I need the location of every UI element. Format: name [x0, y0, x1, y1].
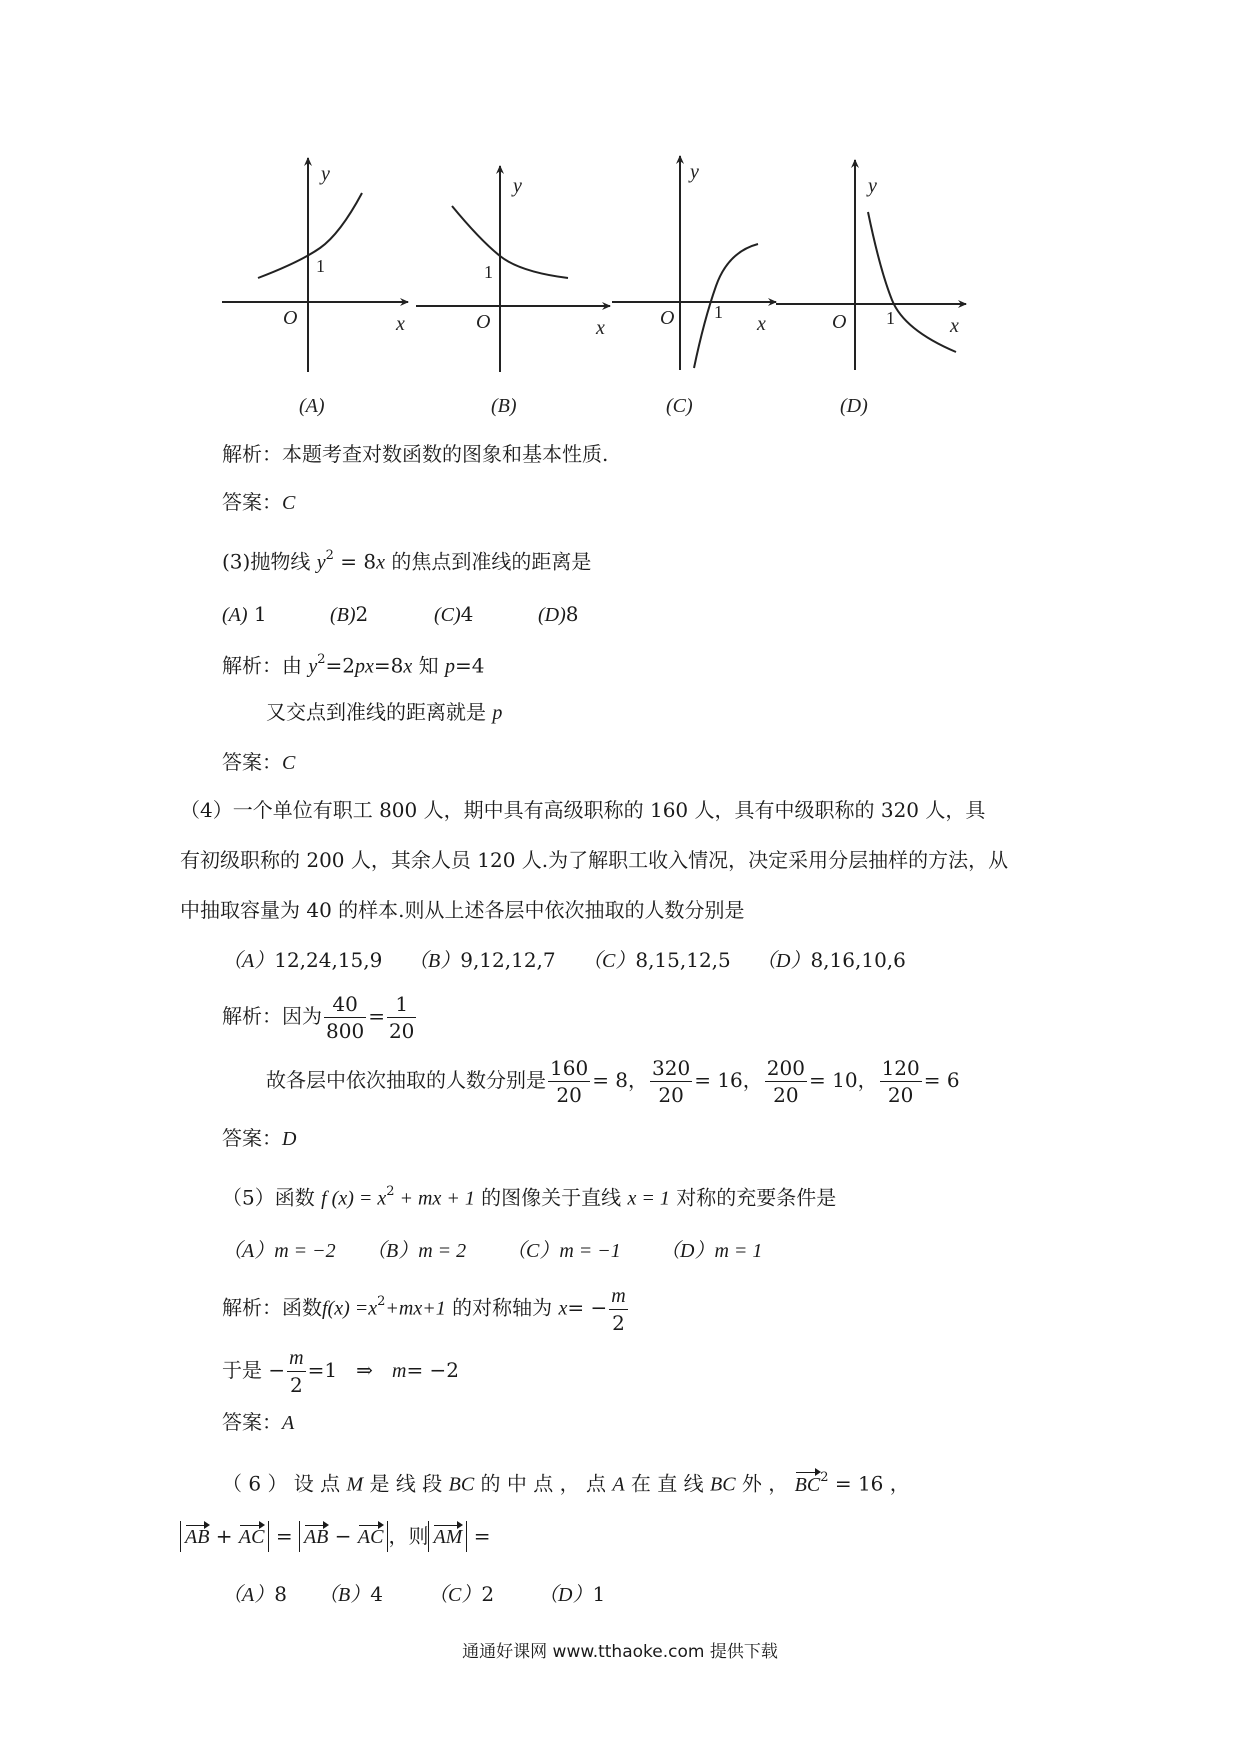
abs-am: AM: [428, 1521, 467, 1552]
q5-answer: 答案：A: [222, 1410, 295, 1434]
graph-d-x-label: x: [950, 315, 959, 337]
fraction: $\frac{120}{20}$: [881, 1056, 920, 1107]
graph-b-x-label: x: [596, 317, 605, 339]
graph-d-caption: (D): [840, 395, 868, 417]
q4-question-line1: （4）一个单位有职工 800 人，期中具有高级职称的 160 人，具有中级职称的 320 人，具: [180, 798, 986, 822]
q5-option-a[interactable]: （A）m = −2: [222, 1240, 336, 1262]
q6-option-a[interactable]: （A）8: [222, 1582, 287, 1606]
graph-a-x-label: x: [396, 313, 405, 335]
q5-option-d[interactable]: （D）m = 1: [660, 1240, 763, 1262]
graph-c-x-label: x: [757, 313, 766, 335]
q6-question-line1: （ 6 ） 设 点 M 是 线 段 BC 的 中 点 ， 点 A 在 直 线 BC 外 ， $BC^2 = 16$ ，: [222, 1466, 910, 1499]
q4-option-d[interactable]: （D）8,16,10,6: [756, 948, 906, 972]
q3-option-a[interactable]: (A) 1: [222, 602, 267, 626]
graph-a-y-label: y: [321, 163, 330, 185]
q4-option-b[interactable]: （B）9,12,12,7: [408, 948, 556, 972]
q4-analysis: 解析：因为 $\frac{40}{800}$ = $\frac{1}{20}$: [222, 992, 415, 1043]
abs-diff: AB − AC: [299, 1521, 388, 1552]
q5-option-b[interactable]: （B）m = 2: [366, 1240, 467, 1262]
q3-answer: 答案：C: [222, 750, 296, 774]
q4-analysis-line2: 故各层中依次抽取的人数分别是 $\frac{160}{20}$ = 8， $\frac{320}{20}$ = 16， $\frac{200}{20}$ = 10， $\frac{120}{20}$ = 6: [266, 1056, 960, 1107]
q3-option-b[interactable]: (B)2: [330, 602, 369, 626]
q5-question: （5）函数 f $(x) = x^2$ + mx + 1 的图像关于直线 x = 1 对称的充要条件是: [222, 1184, 837, 1210]
graph-b-origin-label: O: [476, 311, 491, 333]
page-footer: [0, 1637, 1240, 1662]
q4-option-c[interactable]: （C）8,15,12,5: [582, 948, 731, 972]
graph-b-one-label: 1: [484, 262, 493, 282]
q2-analysis: 解析：本题考查对数函数的图象和基本性质.: [222, 442, 609, 466]
q4-option-a[interactable]: （A）12,24,15,9: [222, 948, 383, 972]
q4-options: [222, 946, 906, 975]
q6-option-d[interactable]: （D）1: [538, 1582, 606, 1606]
fraction: $\frac{200}{20}$: [766, 1056, 805, 1107]
q5-conclusion: 于是 − $\frac{m}{2}$ =1 ⇒ m= −2: [222, 1347, 460, 1397]
vector-bc: BC: [795, 1471, 821, 1499]
graph-b-y-label: y: [513, 175, 522, 197]
function-graphs: [0, 0, 1240, 430]
q5-option-c[interactable]: （C）m = −1: [506, 1240, 621, 1262]
q3-question: (3)抛物线 $y^2 = 8x$ 的焦点到准线的距离是: [222, 548, 592, 574]
fraction: $\frac{1}{20}$: [388, 992, 415, 1043]
fraction: $\frac{320}{20}$: [652, 1056, 691, 1107]
q3-analysis: 解析：由 $y^2=2px=8x$ 知 p=4: [222, 652, 485, 678]
q6-option-b[interactable]: （B）4: [318, 1582, 383, 1606]
q4-question-line2: 有初级职称的 200 人，其余人员 120 人.为了解职工收入情况，决定采用分层抽样的方法，从: [180, 848, 1009, 872]
q2-answer: 答案：C: [222, 490, 296, 514]
graph-a-caption: (A): [299, 395, 325, 417]
q3-options: [222, 600, 579, 629]
graph-c: [612, 156, 776, 370]
graph-d-y-label: y: [868, 175, 877, 197]
graph-a-origin-label: O: [283, 307, 298, 329]
q3-analysis-line2: 又交点到准线的距离就是 p: [266, 700, 503, 724]
fraction: $\frac{m}{2}$: [289, 1347, 304, 1397]
footer-text: 通通好课网 www.tthaoke.com 提供下载: [462, 1642, 778, 1662]
graph-c-y-label: y: [690, 161, 699, 183]
graph-d-origin-label: O: [832, 311, 847, 333]
q5-options: [222, 1236, 762, 1265]
q3-option-c[interactable]: (C)4: [434, 602, 474, 626]
q3-option-d[interactable]: (D)8: [538, 602, 579, 626]
fraction: $\frac{m}{2}$: [611, 1284, 626, 1335]
q4-answer: 答案：D: [222, 1126, 297, 1150]
graph-c-caption: (C): [666, 395, 693, 417]
graph-a-one-label: 1: [316, 256, 325, 276]
graph-b-caption: (B): [491, 395, 517, 417]
graph-c-one-label: 1: [714, 302, 723, 322]
q5-analysis: 解析：函数$f(x) =x^2+mx+1$ 的对称轴为 x= − $\frac{m}{2}$: [222, 1284, 626, 1335]
q6-option-c[interactable]: （C）2: [428, 1582, 495, 1606]
fraction: $\frac{40}{800}$: [326, 992, 365, 1043]
fraction: $\frac{160}{20}$: [550, 1056, 589, 1107]
graph-a: [222, 158, 408, 372]
q4-question-line3: 中抽取容量为 40 的样本.则从上述各层中依次抽取的人数分别是: [180, 898, 745, 922]
graph-c-origin-label: O: [660, 307, 675, 329]
q6-options: [222, 1580, 605, 1609]
graph-d-one-label: 1: [886, 308, 895, 328]
abs-sum: AB + AC: [180, 1521, 269, 1552]
q6-question-line2: AB + AC = AB − AC ，则 AM =: [180, 1516, 490, 1556]
